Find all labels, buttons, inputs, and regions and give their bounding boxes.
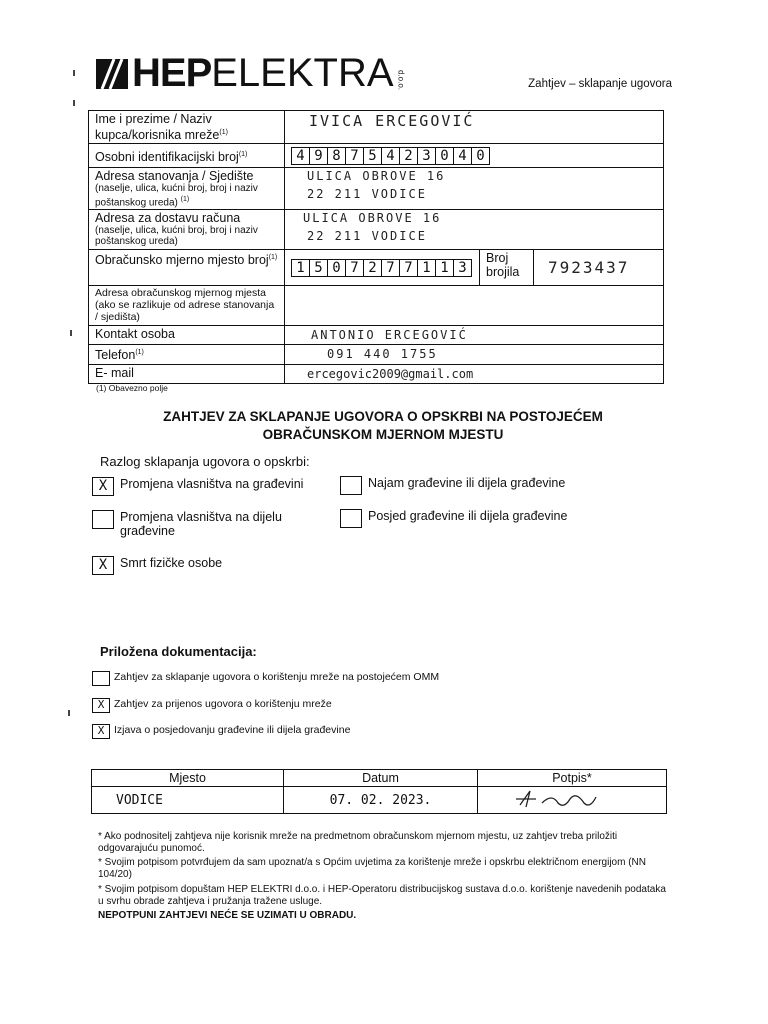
option-death[interactable]: X Smrt fizičke osobe xyxy=(92,556,332,575)
checkbox-possession[interactable] xyxy=(340,509,362,528)
meter-address-label: Adresa obračunskog mjernog mjesta (ako se razlikuje od adrese stanovanja / sjedišta) xyxy=(89,286,285,326)
digit-box: 1 xyxy=(417,260,435,276)
checkbox-attachment-contract[interactable] xyxy=(92,671,110,686)
meter-point-field[interactable] xyxy=(285,250,480,286)
signature-scribble xyxy=(512,787,632,809)
option-lease[interactable]: Najam građevine ili dijela građevine xyxy=(340,476,640,495)
document-type: Zahtjev – sklapanje ugovora xyxy=(528,78,672,90)
meter-digit-boxes xyxy=(291,259,472,277)
option-possession[interactable]: Posjed građevine ili dijela građevine xyxy=(340,509,640,528)
logo-text-bold: HEP xyxy=(132,51,212,95)
mandatory-note: (1) Obavezno polje xyxy=(96,383,168,393)
digit-box: 4 xyxy=(296,147,305,164)
hep-logo-icon xyxy=(96,55,130,91)
option-partial-ownership[interactable]: Promjena vlasništva na dijelu građevine xyxy=(92,510,322,538)
margin-mark xyxy=(73,100,75,106)
billing-address-field[interactable]: ULICA OBROVE 16 22 211 VODICE xyxy=(285,210,664,250)
footer-note-terms: * Svojim potpisom potvrđujem da sam upoznat/a s Općim uvjetima za korištenje mreže i opskrbu električnom energijom (NN 104/20) xyxy=(98,857,646,880)
email-field[interactable]: ercegovic2009@gmail.com xyxy=(285,364,664,383)
reason-label: Razlog sklapanja ugovora o opskrbi: xyxy=(100,454,310,469)
digit-box: 7 xyxy=(345,148,363,164)
phone-label: Telefon$^{(1)}$ xyxy=(89,345,285,364)
digit-box: 0 xyxy=(327,260,345,276)
digit-box: 1 xyxy=(296,259,305,276)
contact-field[interactable]: ANTONIO ERCEGOVIĆ xyxy=(285,326,664,345)
digit-box: 9 xyxy=(309,148,327,164)
checkbox-death[interactable]: X xyxy=(92,556,114,575)
digit-box: 7 xyxy=(381,260,399,276)
place-label: Mjesto xyxy=(92,770,284,787)
hep-elektra-logo xyxy=(96,52,406,94)
digit-box: 2 xyxy=(399,148,417,164)
meter-number-field[interactable]: 7923437 xyxy=(534,250,664,286)
margin-mark xyxy=(70,330,72,336)
digit-box: 3 xyxy=(453,260,471,276)
attachment-transfer-request[interactable]: X Zahtjev za prijenos ugovora o korištenju mreže xyxy=(92,698,472,713)
digit-box: 8 xyxy=(327,148,345,164)
address-label: Adresa stanovanja / Sjedište (naselje, ulica, kućni broj, broj i naziv poštanskog ureda) $^{(1)}$ xyxy=(89,168,285,210)
billing-address-label: Adresa za dostavu računa (naselje, ulica, kućni broj, broj i naziv poštanskog ureda) xyxy=(89,210,285,250)
option-ownership-change[interactable]: X Promjena vlasništva na građevini xyxy=(92,477,332,496)
name-label: Ime i prezime / Naziv kupca/korisnika mreže$^{(1)}$ xyxy=(89,111,285,144)
meter-point-label: Obračunsko mjerno mjesto broj$^{(1)}$ xyxy=(89,250,285,286)
meter-address-field[interactable] xyxy=(285,286,664,326)
footer-incomplete-warning: NEPOTPUNI ZAHTJEVI NEĆE SE UZIMATI U OBRADU. xyxy=(98,910,357,921)
attachment-possession-statement[interactable]: X Izjava o posjedovanju građevine ili dijela građevine xyxy=(92,724,472,739)
request-title: ZAHTJEV ZA SKLAPANJE UGOVORA O OPSKRBI NA POSTOJEĆEM OBRAČUNSKOM MJERNOM MJESTU xyxy=(163,409,603,442)
contact-label: Kontakt osoba xyxy=(89,326,285,345)
digit-box: 5 xyxy=(309,260,327,276)
digit-box: 0 xyxy=(471,148,489,164)
digit-box: 3 xyxy=(417,148,435,164)
digit-box: 2 xyxy=(363,260,381,276)
meter-number-label: Broj brojila xyxy=(480,250,534,286)
digit-box: 0 xyxy=(435,148,453,164)
checkbox-attachment-transfer[interactable]: X xyxy=(92,698,110,713)
signature-table xyxy=(91,769,667,814)
email-label: E- mail xyxy=(89,364,285,383)
oib-field[interactable] xyxy=(285,144,664,168)
digit-box: 1 xyxy=(435,260,453,276)
footer-note-data-consent: * Svojim potpisom dopuštam HEP ELEKTRI d.o.o. i HEP-Operatoru distribucijskog sustava d.o.o. korištenje navedenih podataka u svrhu obrade zahtjeva i pružanja tražene usluge. xyxy=(98,884,666,907)
phone-field[interactable]: 091 440 1755 xyxy=(285,345,664,364)
date-label: Datum xyxy=(284,770,478,787)
oib-digit-boxes xyxy=(291,147,490,165)
footer-note-authorization: * Ako podnositelj zahtjeva nije korisnik mreže na predmetnom obračunskom mjernom mjestu, uz zahtjev treba priložiti odgovarajuću punomoć. xyxy=(98,831,618,854)
checkbox-lease[interactable] xyxy=(340,476,362,495)
attachments-heading: Priložena dokumentacija: xyxy=(100,644,257,659)
digit-box: 4 xyxy=(381,148,399,164)
digit-box: 7 xyxy=(345,260,363,276)
attachment-contract-request[interactable]: Zahtjev za sklapanje ugovora o korištenju mreže na postojećem OMM xyxy=(92,671,472,686)
date-field[interactable]: 07. 02. 2023. xyxy=(284,787,478,814)
checkbox-attachment-possession[interactable]: X xyxy=(92,724,110,739)
digit-box: 4 xyxy=(453,148,471,164)
checkbox-ownership-change[interactable]: X xyxy=(92,477,114,496)
logo-text-regular: ELEKTRA xyxy=(211,51,394,95)
logo-suffix: d.o.o. xyxy=(396,69,406,90)
oib-label: Osobni identifikacijski broj$^{(1)}$ xyxy=(89,144,285,168)
digit-box: 7 xyxy=(399,260,417,276)
signature-label: Potpis* xyxy=(478,770,667,787)
checkbox-partial-ownership[interactable] xyxy=(92,510,114,529)
name-field[interactable]: IVICA ERCEGOVIĆ xyxy=(285,111,664,144)
signature-field[interactable] xyxy=(478,787,667,814)
digit-box: 5 xyxy=(363,148,381,164)
place-field[interactable]: VODICE xyxy=(92,787,284,814)
address-field[interactable]: ULICA OBROVE 16 22 211 VODICE xyxy=(285,168,664,210)
margin-mark xyxy=(68,710,70,716)
margin-mark xyxy=(73,70,75,76)
customer-data-table xyxy=(88,110,664,384)
